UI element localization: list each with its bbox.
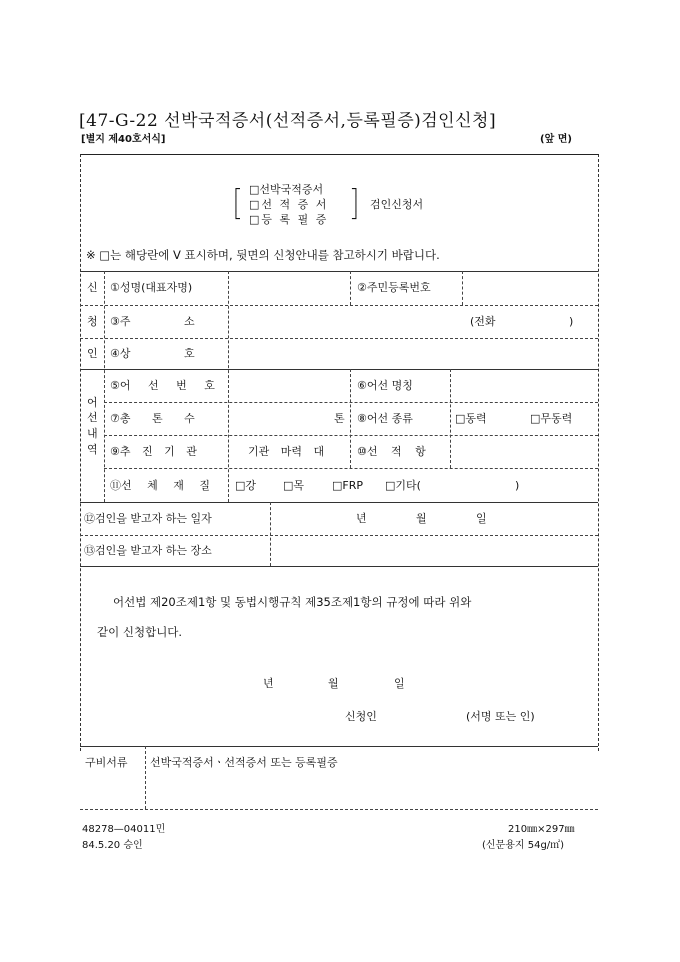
inspection-date-label: ⑫검인을 받고자 하는 일자 [84, 512, 212, 525]
signature-note: (서명 또는 인) [466, 710, 535, 723]
notice-text: ※ □는 해당란에 V 표시하며, 뒷면의 신청안내를 참고하시기 바랍니다. [86, 248, 440, 262]
page-side-label: (앞 면) [540, 134, 572, 145]
form-title-suffix: 검인신청서 [370, 198, 424, 211]
declaration-line2: 같이 신청합니다. [97, 625, 183, 639]
column-divider [145, 746, 146, 809]
hull-option-steel[interactable]: □강 [235, 479, 257, 492]
rule [104, 435, 598, 436]
rule [80, 746, 598, 747]
declaration-month: 월 [328, 677, 339, 690]
rule [80, 271, 598, 272]
vessel-type-label: ⑧어선 종류 [357, 412, 413, 425]
approval-date: 84.5.20 승인 [82, 840, 143, 851]
address-label: ③주 소 [110, 315, 195, 328]
rule [80, 305, 598, 306]
bracket-right-top: ┐ [352, 182, 360, 197]
applicant-group-label: 신 [87, 281, 98, 294]
bracket-top: ┌ [232, 182, 240, 197]
vessel-name-label: ⑥어선 명칭 [357, 379, 413, 392]
column-divider [104, 271, 105, 502]
form-option-nationality[interactable]: □선박국적증서 [249, 183, 324, 196]
tonnage-label: ⑦총 톤 수 [110, 412, 195, 425]
form-code: 48278—04011민 [82, 824, 166, 835]
vessel-group-label: 내 [87, 427, 98, 440]
column-divider [450, 369, 451, 468]
form-option-registration[interactable]: □등 록 필 증 [249, 213, 329, 226]
inspection-day: 일 [476, 512, 487, 525]
rule [80, 535, 598, 536]
vessel-group-label: 역 [87, 443, 98, 456]
vessel-group-label: 어 [87, 396, 98, 409]
column-divider [350, 271, 351, 305]
documents-label: 구비서류 [85, 756, 128, 769]
applicant-signature-label: 신청인 [345, 710, 377, 723]
vessel-group-label: 선 [87, 411, 98, 424]
engine-label: ⑨추 진 기 관 [110, 445, 197, 458]
hull-material-label: ⑪선 체 재 질 [110, 479, 210, 492]
rule [80, 566, 598, 567]
page-title: [47-G-22 선박국적증서(선적증서,등록필증)검인신청] [79, 111, 497, 131]
applicant-group-label: 청 [87, 315, 98, 328]
declaration-day: 일 [394, 677, 405, 690]
vessel-number-label: ⑤어 선 번 호 [110, 379, 215, 392]
documents-value: 선박국적증서ㆍ선적증서 또는 등록필증 [150, 756, 338, 769]
bracket-right-bottom: ┘ [352, 212, 360, 227]
paper-type: (신문용지 54g/㎡) [482, 840, 565, 851]
paper-size: 210㎜×297㎜ [508, 824, 575, 835]
hull-option-frp[interactable]: □FRP [332, 479, 363, 492]
bracket-right-mid: │ [352, 197, 360, 212]
name-label: ①성명(대표자명) [110, 281, 193, 294]
vessel-type-unpowered[interactable]: □무동력 [530, 412, 573, 425]
vessel-type-powered[interactable]: □동력 [455, 412, 487, 425]
inspection-year: 년 [356, 512, 367, 525]
hull-option-close: ) [515, 479, 520, 492]
inspection-month: 월 [416, 512, 427, 525]
rule [80, 502, 598, 503]
declaration-year: 년 [263, 677, 274, 690]
rule [104, 402, 598, 403]
hull-option-other[interactable]: □기타( [385, 479, 421, 492]
bracket-mid: │ [232, 197, 240, 212]
declaration-line1: 어선법 제20조제1항 및 동법시행규칙 제35조제1항의 규정에 따라 위와 [113, 595, 472, 609]
column-divider [350, 369, 351, 468]
rule [80, 338, 598, 339]
annex-label: [별지 제40호서식] [81, 134, 166, 145]
inspection-place-label: ⑬검인을 받고자 하는 장소 [84, 544, 212, 557]
rule [80, 369, 598, 370]
port-label: ⑩선 적 항 [357, 445, 426, 458]
engine-value: 기관 마력 대 [248, 445, 325, 458]
rule [80, 809, 598, 810]
rule [104, 468, 598, 469]
column-divider [462, 271, 463, 305]
column-divider [228, 271, 229, 502]
bracket-bottom: └ [232, 212, 240, 227]
column-divider [270, 502, 271, 566]
ton-unit: 톤 [334, 412, 345, 425]
form-option-registry[interactable]: □선 적 증 서 [249, 198, 329, 211]
resident-id-label: ②주민등록번호 [357, 281, 431, 294]
hull-option-wood[interactable]: □목 [283, 479, 305, 492]
phone-label: (전화 ) [470, 315, 574, 328]
trade-name-label: ④상 호 [110, 347, 195, 360]
applicant-group-label: 인 [87, 347, 98, 360]
